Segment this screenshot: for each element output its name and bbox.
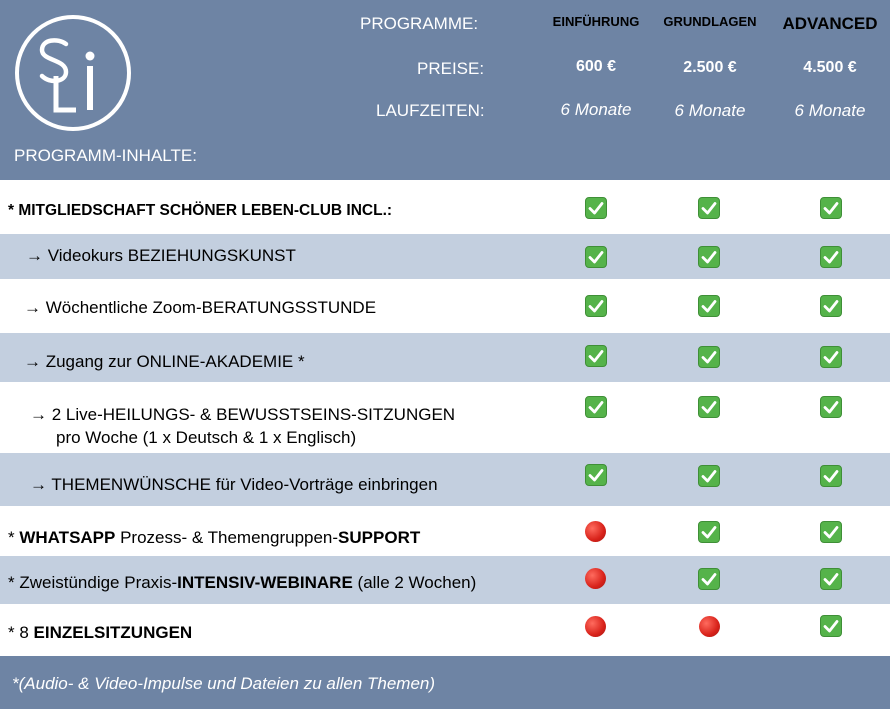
check-mark-icon (698, 396, 720, 418)
logo (14, 14, 132, 132)
check-mark-icon (698, 197, 720, 219)
row-label: * Zweistündige Praxis-INTENSIV-WEBINARE (alle 2 Wochen) (8, 573, 477, 592)
check-mark-icon (820, 197, 842, 219)
column-header-advanced: ADVANCED (782, 14, 878, 33)
programme-label: PROGRAMME: (360, 14, 479, 33)
row-label: → Zugang zur ONLINE-AKADEMIE * (24, 352, 305, 371)
table-row (0, 604, 890, 656)
table-row (0, 234, 890, 279)
check-mark-icon (820, 521, 842, 543)
red-circle-icon (585, 616, 606, 637)
price-advanced: 4.500 € (803, 59, 857, 76)
check-mark-icon (698, 465, 720, 487)
price-einfuehrung: 600 € (575, 58, 617, 75)
row-label: * MITGLIEDSCHAFT SCHÖNER LEBEN-CLUB INCL.: (8, 202, 393, 219)
check-mark-icon (698, 346, 720, 368)
column-header-einfuehrung: EINFÜHRUNG (552, 14, 640, 29)
check-mark-icon (820, 246, 842, 268)
table-row (0, 556, 890, 604)
check-mark-icon (585, 246, 607, 268)
check-mark-icon (820, 396, 842, 418)
column-header-grundlagen: GRUNDLAGEN (663, 14, 757, 29)
row-label-line1: → 2 Live-HEILUNGS- & BEWUSSTSEINS-SITZUNGEN (30, 405, 456, 424)
preise-label: PREISE: (417, 59, 485, 78)
red-circle-icon (585, 568, 606, 589)
duration-advanced: 6 Monate (794, 101, 866, 120)
check-mark-icon (585, 345, 607, 367)
check-mark-icon (820, 615, 842, 637)
check-mark-icon (585, 295, 607, 317)
check-mark-icon (585, 464, 607, 486)
table-row (0, 382, 890, 453)
check-mark-icon (820, 568, 842, 590)
row-label: → Videokurs BEZIEHUNGSKUNST (26, 246, 296, 265)
row-label: → THEMENWÜNSCHE für Video-Vorträge einbringen (30, 475, 438, 494)
row-label: * WHATSAPP Prozess- & Themengruppen-SUPPORT (8, 528, 421, 547)
duration-grundlagen: 6 Monate (674, 101, 746, 120)
table-row (0, 180, 890, 234)
table-row (0, 453, 890, 506)
row-label-line2: pro Woche (1 x Deutsch & 1 x Englisch) (56, 428, 357, 447)
check-mark-icon (820, 346, 842, 368)
check-mark-icon (820, 465, 842, 487)
check-mark-icon (698, 246, 720, 268)
red-circle-icon (699, 616, 720, 637)
price-grundlagen: 2.500 € (683, 59, 737, 76)
table-row (0, 333, 890, 382)
check-mark-icon (698, 521, 720, 543)
duration-einfuehrung: 6 Monate (560, 100, 632, 119)
programm-inhalte-label: PROGRAMM-INHALTE: (14, 146, 197, 165)
row-label: * 8 EINZELSITZUNGEN (8, 623, 193, 642)
table-footer (0, 656, 890, 709)
check-mark-icon (698, 295, 720, 317)
table-header (0, 0, 890, 180)
footer-note: *(Audio- & Video-Impulse und Dateien zu allen Themen) (12, 674, 436, 693)
check-mark-icon (698, 568, 720, 590)
red-circle-icon (585, 521, 606, 542)
check-mark-icon (585, 197, 607, 219)
row-label: → Wöchentliche Zoom-BERATUNGSSTUNDE (24, 298, 377, 317)
table-row (0, 506, 890, 556)
laufzeiten-label: LAUFZEITEN: (376, 101, 485, 120)
check-mark-icon (820, 295, 842, 317)
table-row (0, 279, 890, 333)
check-mark-icon (585, 396, 607, 418)
